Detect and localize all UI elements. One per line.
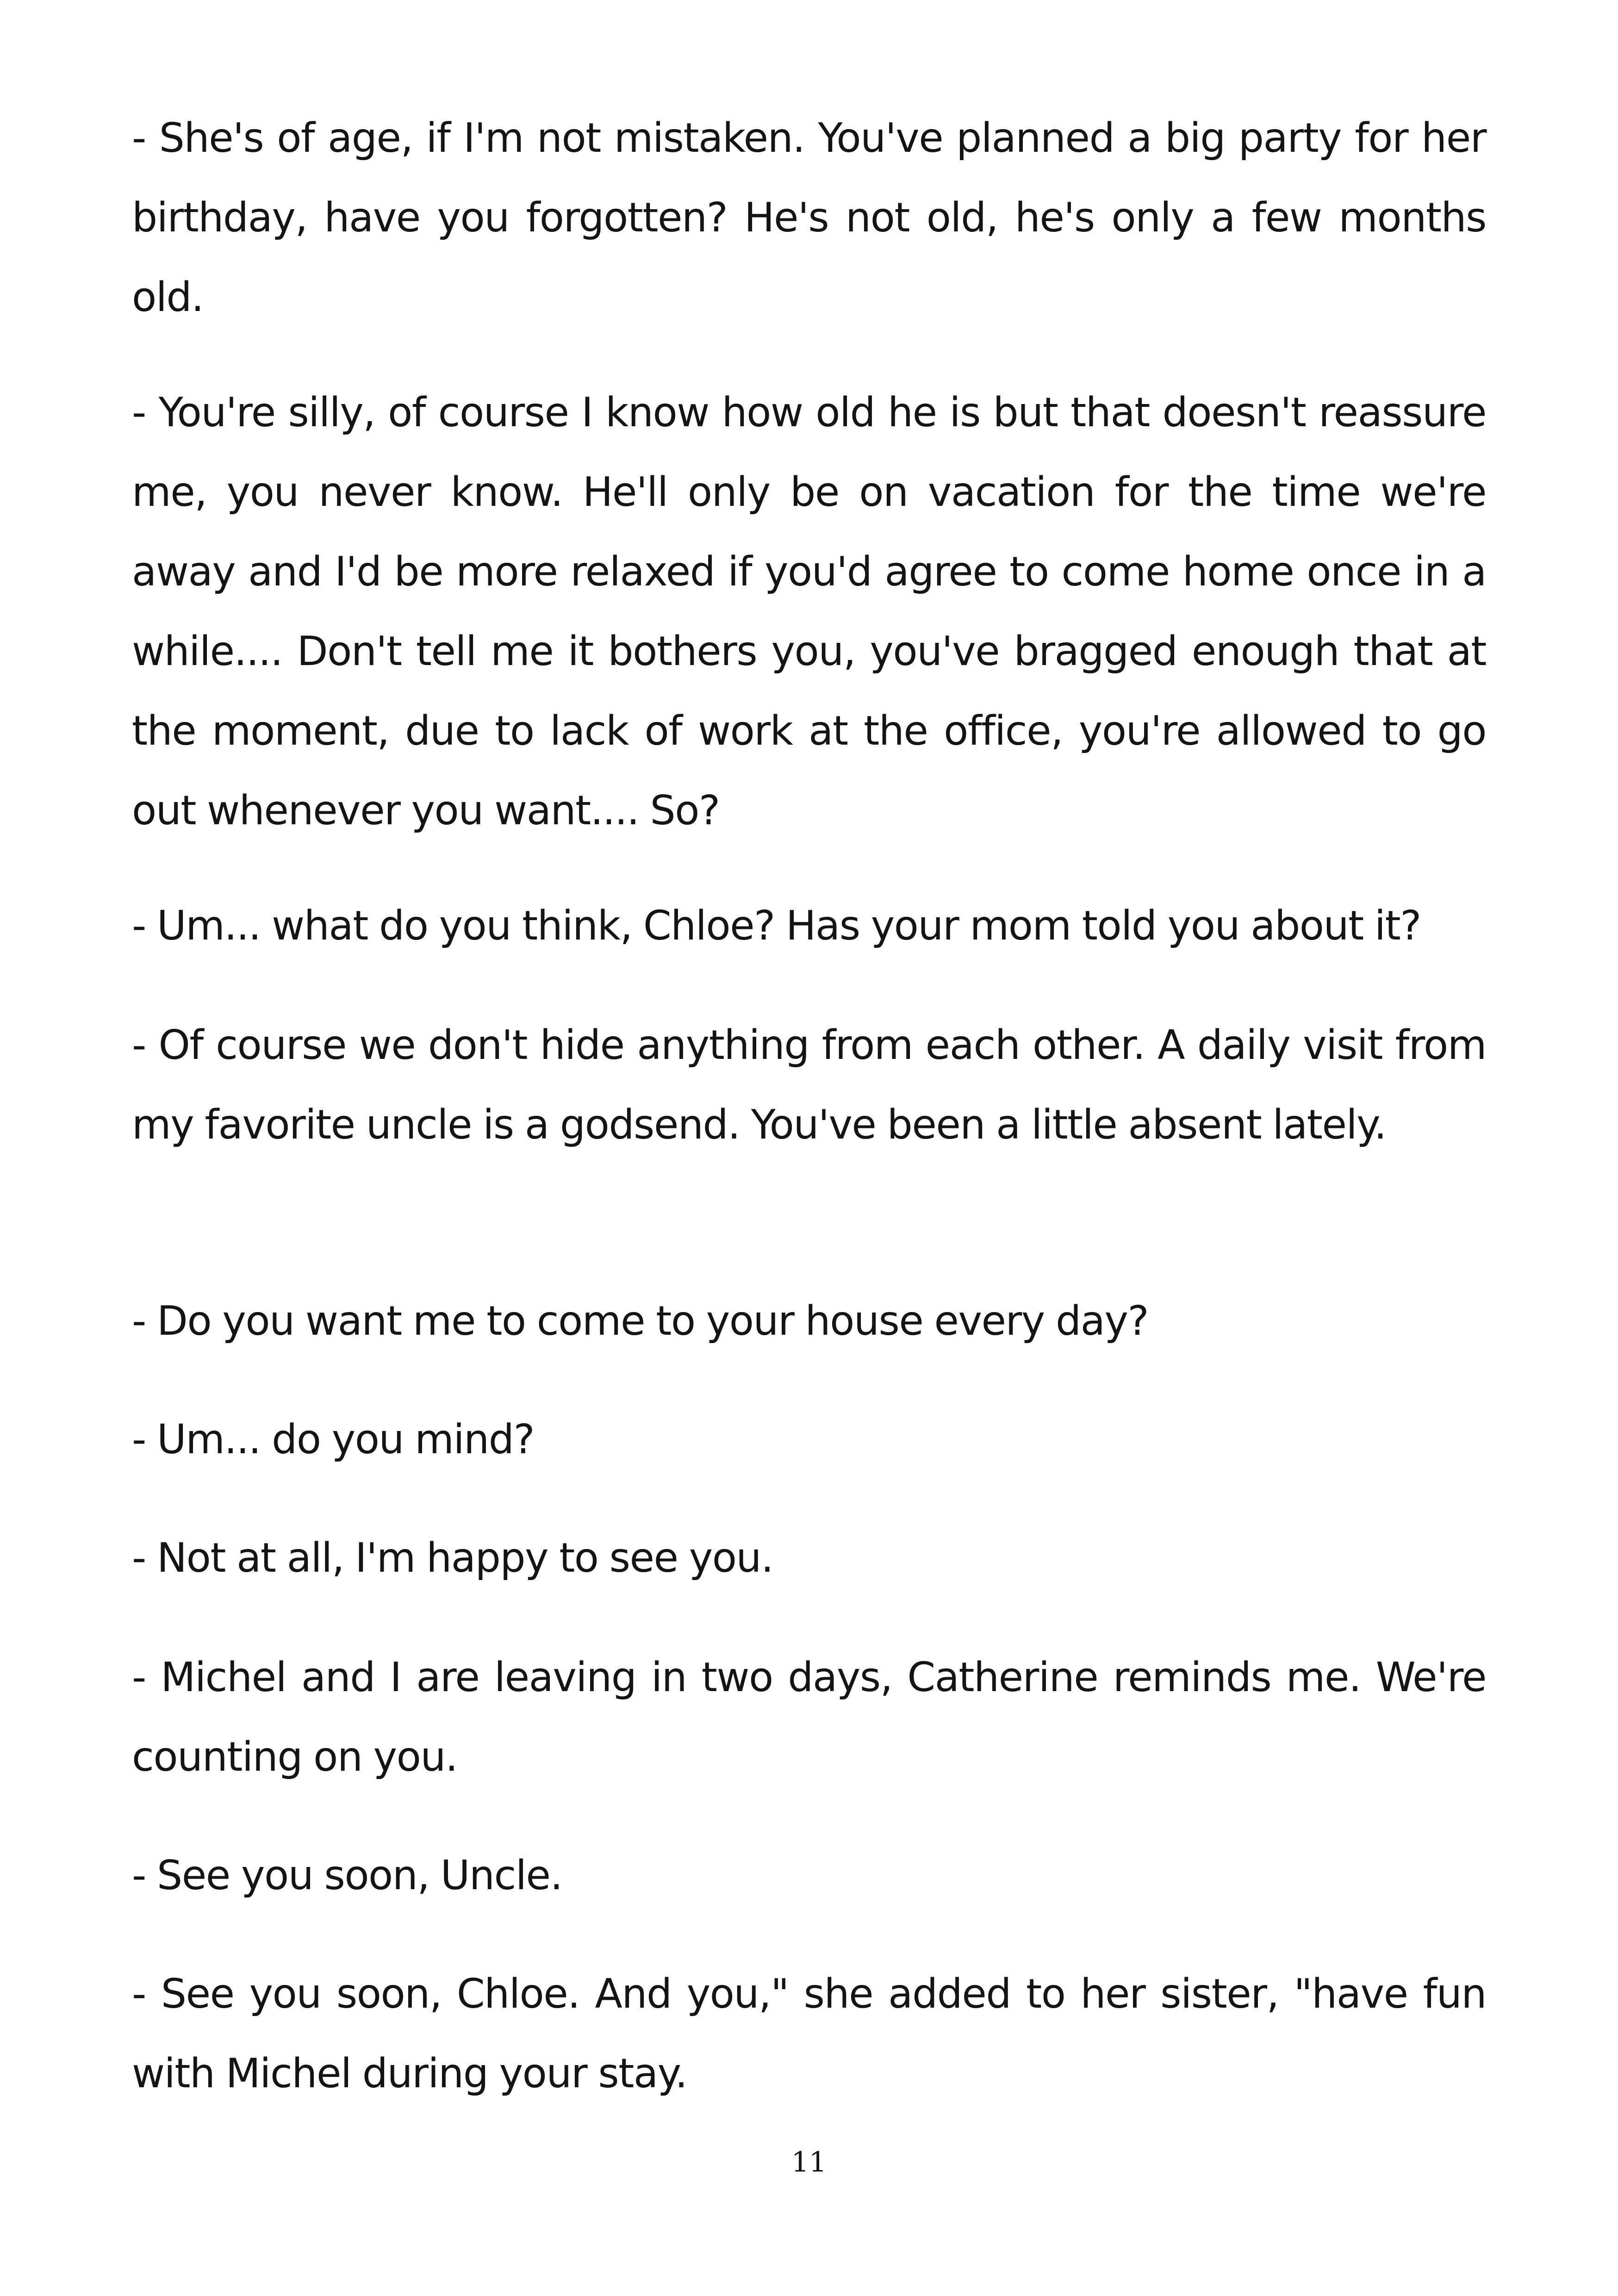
paragraph-10: - See you soon, Chloe. And you," she added to her sister, "have fun with Michel during your stay.: [132, 1970, 1486, 2097]
paragraph-5: - Do you want me to come to your house every day?: [132, 1297, 1149, 1344]
paragraph-4: - Of course we don't hide anything from each other. A daily visit from my favorite uncle is a godsend. You've been a little absent lately.: [132, 1021, 1486, 1148]
page-number: 11: [791, 2146, 827, 2178]
paragraph-8: - Michel and I are leaving in two days, Catherine reminds me. We're counting on you.: [132, 1654, 1486, 1780]
paragraph-9: - See you soon, Uncle.: [132, 1852, 562, 1899]
paragraph-7: - Not at all, I'm happy to see you.: [132, 1534, 773, 1581]
paragraph-1: - She's of age, if I'm not mistaken. You've planned a big party for her birthday, have you forgotten? He's not old, he's only a few months old.: [132, 114, 1486, 321]
paragraph-3: - Um... what do you think, Chloe? Has your mom told you about it?: [132, 902, 1421, 949]
paragraph-6: - Um... do you mind?: [132, 1416, 535, 1463]
paragraph-2: - You're silly, of course I know how old he is but that doesn't reassure me, you never know. He'll only be on vacation for the time we're away and I'd be more relaxed if you'd agree to come home once in a while.... Don't tell me it bothers you, you've bragged enough that at the moment, due to lack of work at the office, you're allowed to go out whenever you want.... So?: [132, 389, 1486, 834]
